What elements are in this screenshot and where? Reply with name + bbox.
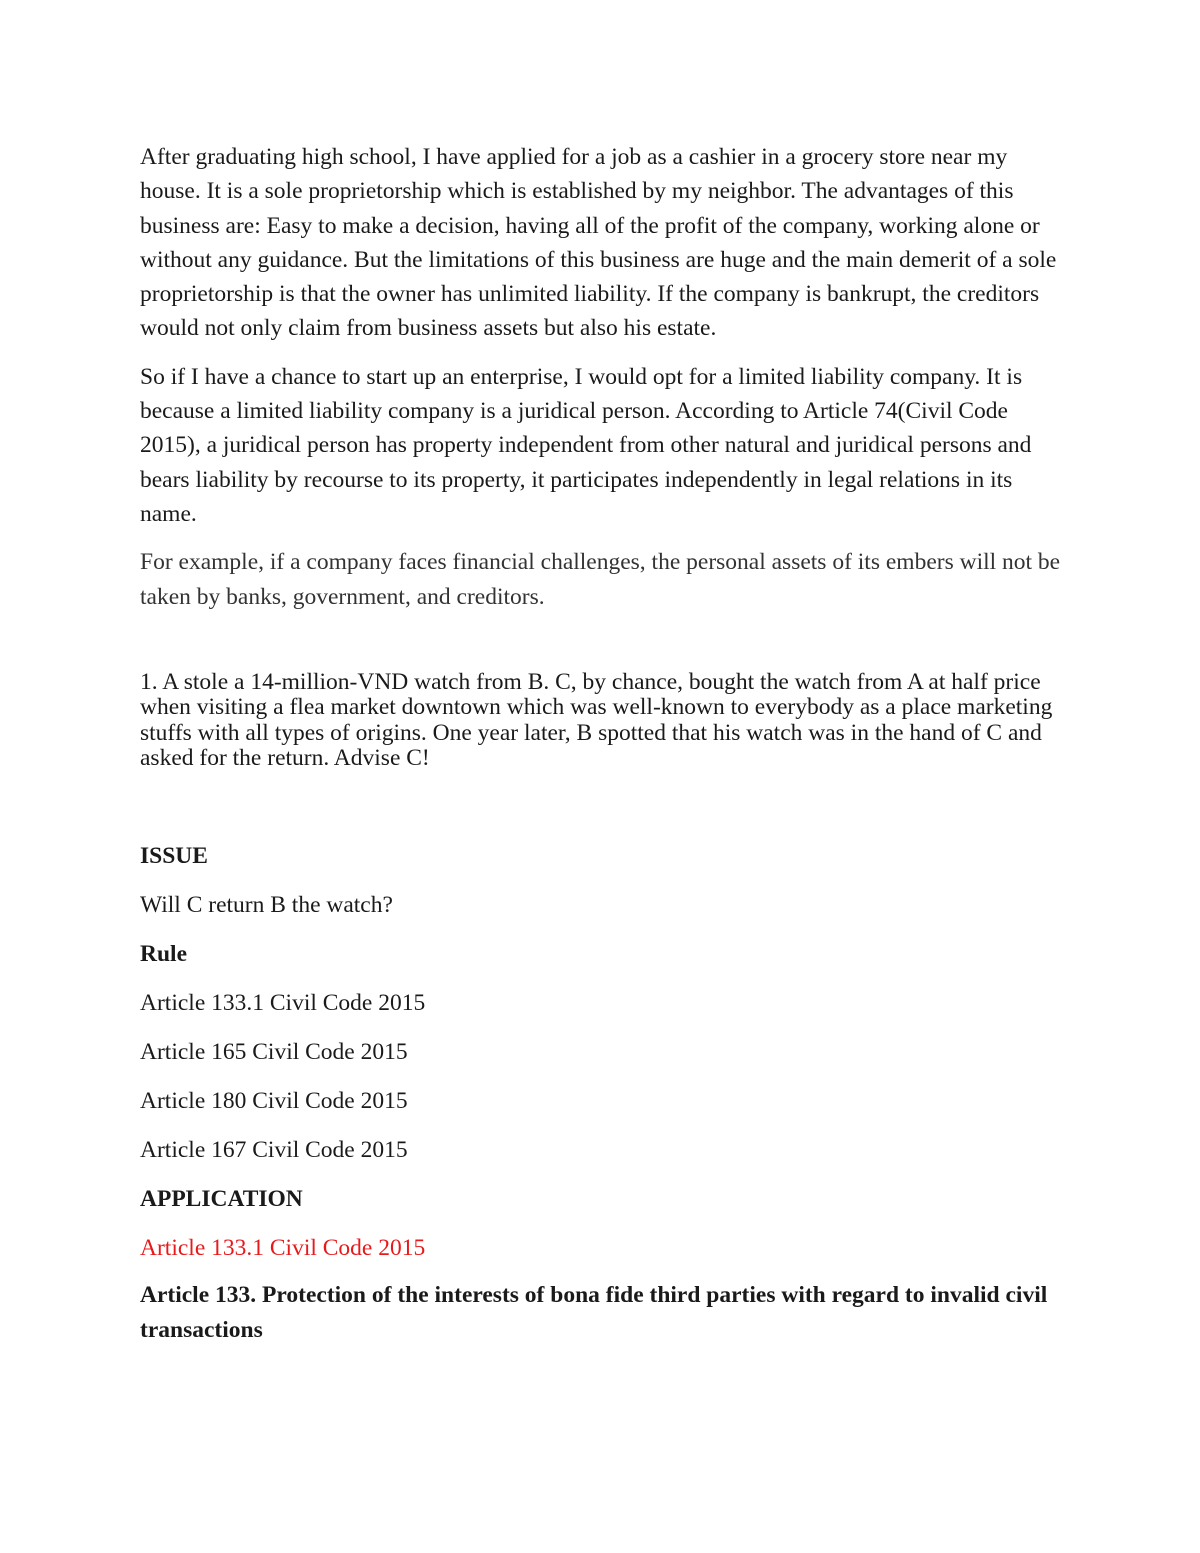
rule-heading: Rule: [140, 940, 187, 967]
application-heading: APPLICATION: [140, 1185, 303, 1212]
issue-text: Will C return B the watch?: [140, 891, 393, 918]
rule-item: Article 165 Civil Code 2015: [140, 1038, 408, 1065]
question-1: 1. A stole a 14-million-VND watch from B. C, by chance, bought the watch from A at half price when visiting a flea market downtown which was well-known to everybody as a place marketing stuffs with all types of origins. One year later, B spotted that his watch was in the hand of C and asked for the return. Advise C!: [140, 668, 1053, 772]
article-133-title: Article 133. Protection of the interests of bona fide third parties with regard to invalid civil transactions: [140, 1281, 1048, 1343]
document-page: [140, 140, 1070, 1348]
paragraph-sole-proprietorship: After graduating high school, I have applied for a job as a cashier in a grocery store near my house. It is a sole proprietorship which is established by my neighbor. The advantages of this business are: Easy to make a decision, having all of the profit of the company, working alone or without any guidance. But the limitations of this business are huge and the main demerit of a sole proprietorship is that the owner has unlimited liability. If the company is bankrupt, the creditors would not only claim from business assets but also his estate.: [140, 144, 1057, 342]
application-article-ref: Article 133.1 Civil Code 2015: [140, 1234, 426, 1261]
rule-item: Article 133.1 Civil Code 2015: [140, 989, 426, 1016]
issue-heading: ISSUE: [140, 842, 208, 869]
rule-item: Article 167 Civil Code 2015: [140, 1136, 408, 1163]
rule-item: Article 180 Civil Code 2015: [140, 1087, 408, 1114]
paragraph-example: For example, if a company faces financial challenges, the personal assets of its embers will not be taken by banks, government, and creditors.: [140, 549, 1061, 610]
paragraph-limited-liability: So if I have a chance to start up an enterprise, I would opt for a limited liability company. It is because a limited liability company is a juridical person. According to Article 74(Civil Code 2015), a juridical person has property independent from other natural and juridical persons and bears liability by recourse to its property, it participates independently in legal relations in its name.: [140, 363, 1032, 527]
